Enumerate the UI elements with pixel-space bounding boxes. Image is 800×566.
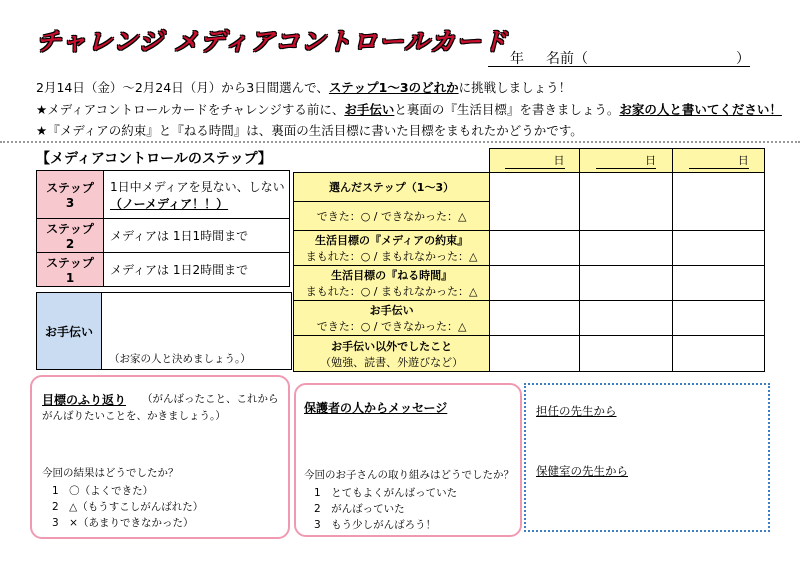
cell-1-3[interactable] [673, 173, 765, 231]
steps-heading: 【メディアコントロールのステップ】 [36, 151, 272, 167]
nurse-teacher-label: 保健室の先生から [536, 464, 628, 478]
cell-1-2[interactable] [579, 173, 673, 231]
intro-line-2-pre: ★メディアコントロールカードをチャレンジする前に、 [36, 102, 345, 117]
page-title: チャレンジ メディアコントロールカード [36, 27, 508, 56]
grid-row-media [294, 231, 765, 266]
guardian-option-3[interactable]: 3 もう少しがんばろう！ [314, 519, 437, 531]
day-3-header[interactable] [673, 149, 765, 173]
step-row-1 [37, 253, 290, 287]
step-1-label: ステップ 1 [37, 253, 104, 287]
grid-row-1-sub: できた：○ / できなかった：△ [294, 202, 490, 231]
reflection-question: 今回の結果はどうでしたか？ [42, 467, 179, 479]
help-label: お手伝い [37, 293, 102, 369]
guardian-title: 保護者の人からメッセージ [304, 401, 448, 415]
step-3-text [104, 171, 290, 219]
homeroom-teacher-label: 担任の先生から [536, 404, 617, 418]
grid-row-4-title: お手伝い [369, 304, 414, 317]
grid-row-3-title: 生活目標の『ねる時間』 [331, 269, 453, 282]
grid-row-2-title: 生活目標の『メディアの約束』 [315, 234, 469, 247]
tracking-grid [293, 148, 765, 372]
reflection-title: 目標のふり返り [42, 393, 127, 407]
grid-row-sleep [294, 266, 765, 301]
intro-line-2 [36, 100, 782, 118]
cell-2-1[interactable] [490, 231, 580, 266]
cell-5-1[interactable] [490, 336, 580, 372]
day-1-header[interactable] [490, 149, 580, 173]
guardian-question: 今回のお子さんの取り組みはどうでしたか？ [304, 469, 514, 481]
guardian-option-1[interactable]: 1 とてもよくがんばっていた [314, 487, 458, 499]
day-3-label: 日 [689, 152, 749, 169]
steps-table [36, 170, 290, 287]
intro-line-1-post: に挑戦しましょう！ [458, 80, 572, 95]
help-box[interactable] [36, 292, 292, 370]
step-row-2 [37, 219, 290, 253]
grid-row-5-title: お手伝い以外でしたこと [331, 339, 453, 353]
step-2-label: ステップ 2 [37, 219, 104, 253]
step-row-3 [37, 171, 290, 219]
cell-3-2[interactable] [579, 266, 673, 301]
grid-row-2-sub: まもれた：○ / まもれなかった：△ [305, 250, 478, 263]
guardian-option-2[interactable]: 2 がんばっていた [314, 503, 405, 515]
step-2-text: メディアは 1日1時間まで [104, 219, 290, 253]
day-2-label: 日 [596, 152, 656, 169]
intro-line-2-emph2: お家の人と書いてください！ [619, 102, 782, 117]
cell-5-3[interactable] [673, 336, 765, 372]
grid-row-4-sub: できた：○ / できなかった：△ [316, 320, 467, 333]
guardian-box[interactable] [294, 383, 522, 537]
intro-line-1-pre: 2月14日（金）～2月24日（月）から3日間選んで、 [36, 80, 329, 95]
cell-4-2[interactable] [579, 301, 673, 336]
grid-row-2 [294, 231, 490, 266]
step-3-text1: 1日中メディアを見ない、しない [110, 179, 285, 194]
reflection-box[interactable] [30, 375, 290, 539]
intro-line-1 [36, 78, 571, 96]
day-2-header[interactable] [579, 149, 673, 173]
teachers-box[interactable] [524, 383, 770, 532]
reflection-option-1[interactable]: 1 〇（よくできた） [52, 485, 154, 497]
name-close: ） [736, 51, 750, 67]
step-3-text2: （ノーメディア！！） [110, 196, 229, 211]
cell-4-3[interactable] [673, 301, 765, 336]
grid-row-other [294, 336, 765, 372]
grid-row-step-title [294, 173, 765, 202]
step-1-text: メディアは 1日2時間まで [104, 253, 290, 287]
year-label: 年 [510, 51, 524, 67]
cell-3-3[interactable] [673, 266, 765, 301]
grid-row-5 [294, 336, 490, 372]
intro-line-2-emph1: お手伝い [344, 102, 395, 117]
cell-1-1[interactable] [490, 173, 580, 231]
cell-5-2[interactable] [579, 336, 673, 372]
cell-2-3[interactable] [673, 231, 765, 266]
divider [0, 141, 800, 143]
grid-row-1-title: 選んだステップ（1～3） [294, 173, 490, 202]
step-3-label: ステップ 3 [37, 171, 104, 219]
cell-2-2[interactable] [579, 231, 673, 266]
name-label: 名前（ [546, 51, 588, 67]
intro-line-2-mid: と裏面の『生活目標』を書きましょう。 [394, 102, 620, 117]
day-1-label: 日 [505, 152, 565, 169]
grid-corner [294, 149, 490, 173]
cell-3-1[interactable] [490, 266, 580, 301]
reflection-desc-2: がんばりたいことを、かきましょう。） [42, 410, 226, 422]
intro-line-1-emph: ステップ1～3のどれか [328, 80, 459, 95]
reflection-option-3[interactable]: 3 ×（あまりできなかった） [52, 517, 194, 529]
help-note: （お家の人と決めましょう。） [109, 353, 251, 365]
grid-row-3-sub: まもれた：○ / まもれなかった：△ [305, 285, 478, 298]
reflection-option-2[interactable]: 2 △（もうすこしがんばれた） [52, 501, 204, 513]
grid-header-row [294, 149, 765, 173]
grid-row-help [294, 301, 765, 336]
intro-line-3: ★『メディアの約束』と『ねる時間』は、裏面の生活目標に書いた目標をまもれたかどうかです。 [36, 123, 583, 138]
name-field[interactable] [488, 46, 750, 67]
grid-row-3 [294, 266, 490, 301]
grid-row-4 [294, 301, 490, 336]
reflection-desc-1: （がんばったこと、これから [142, 393, 279, 405]
grid-row-5-sub: （勉強、読書、外遊びなど） [320, 355, 464, 369]
cell-4-1[interactable] [490, 301, 580, 336]
